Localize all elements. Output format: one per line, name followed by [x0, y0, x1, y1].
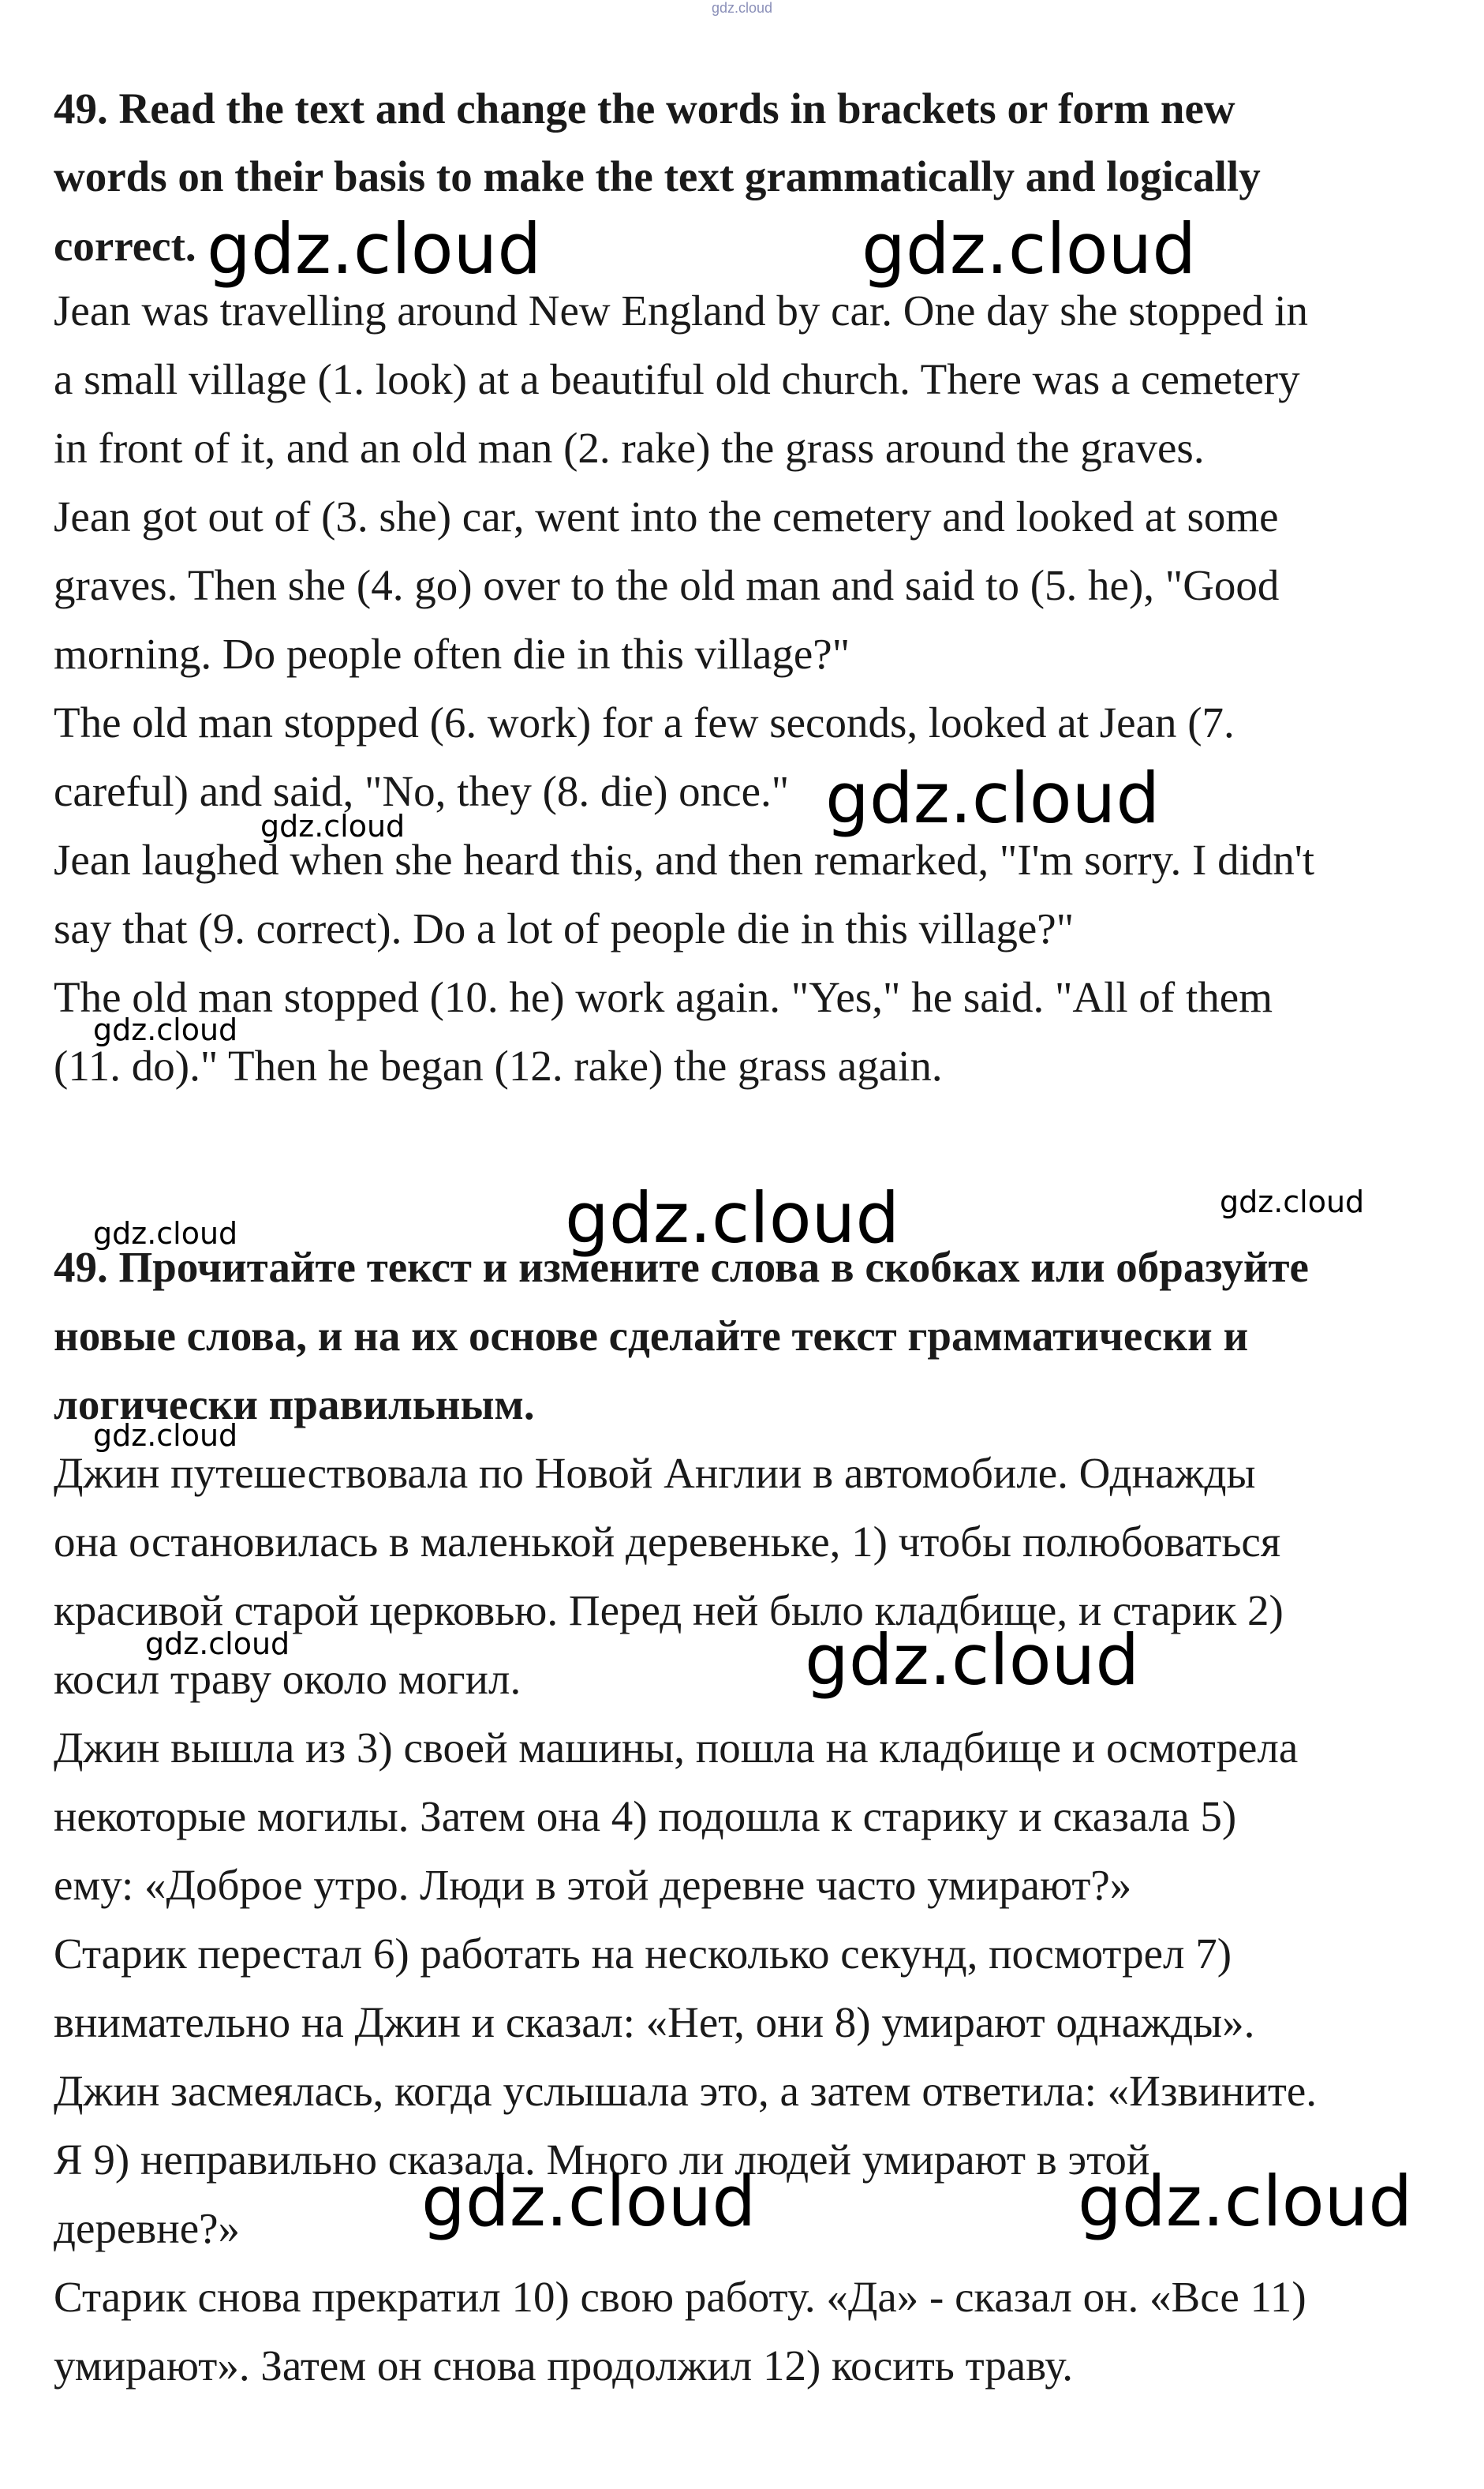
watermark-small: gdz.cloud	[93, 1012, 238, 1047]
english-text-line: Jean was travelling around New England by car. One day she stopped in	[54, 286, 1308, 335]
watermark-small: gdz.cloud	[93, 1418, 238, 1453]
russian-text-line: она остановилась в маленькой деревеньке, 1) чтобы полюбоваться	[54, 1518, 1281, 1566]
english-text-line: The old man stopped (10. he) work again. "Yes," he said. "All of them	[54, 973, 1273, 1021]
english-text-line: The old man stopped (6. work) for a few seconds, looked at Jean (7.	[54, 698, 1235, 747]
english-text-line: careful) and said, "No, they (8. die) once."	[54, 767, 790, 815]
russian-text-line: Старик перестал 6) работать на несколько секунд, посмотрел 7)	[54, 1929, 1232, 1978]
russian-text-line: внимательно на Джин и сказал: «Нет, они 8) умирают однажды».	[54, 1998, 1255, 2046]
watermark-small: gdz.cloud	[260, 809, 406, 844]
russian-text-line: умирают». Затем он снова продолжил 12) косить траву.	[54, 2341, 1074, 2390]
watermark: gdz.cloud	[805, 1619, 1140, 1701]
english-text-line: in front of it, and an old man (2. rake) the grass around the graves.	[54, 424, 1205, 472]
english-task-line-3: correct.	[54, 222, 196, 270]
russian-task-line-3: логически правильным.	[54, 1380, 535, 1428]
watermark-small: gdz.cloud	[93, 1216, 238, 1251]
russian-text-line: Старик снова прекратил 10) свою работу. «Да» - сказал он. «Все 11)	[54, 2273, 1306, 2321]
russian-text-line: Джин путешествовала по Новой Англии в автомобиле. Однажды	[54, 1449, 1256, 1497]
english-text-line: say that (9. correct). Do a lot of people die in this village?"	[54, 904, 1075, 953]
english-task-line-2: words on their basis to make the text grammatically and logically	[54, 152, 1261, 200]
russian-text-line: Джин вышла из 3) своей машины, пошла на кладбище и осмотрела	[54, 1724, 1299, 1772]
english-text-line: (11. do)." Then he began (12. rake) the grass again.	[54, 1042, 943, 1090]
watermark: gdz.cloud	[565, 1177, 900, 1259]
russian-text-line: некоторые могилы. Затем она 4) подошла к старику и сказала 5)	[54, 1792, 1237, 1840]
watermark: gdz.cloud	[207, 208, 542, 290]
english-text-line: a small village (1. look) at a beautiful old church. There was a cemetery	[54, 355, 1300, 403]
english-task-line-1: 49. Read the text and change the words in brackets or form new	[54, 84, 1235, 133]
russian-task-line-2: новые слова, и на их основе сделайте текст грамматически и	[54, 1312, 1249, 1360]
english-text-line: graves. Then she (4. go) over to the old man and said to (5. he), "Good	[54, 561, 1280, 609]
english-text-line: Jean got out of (3. she) car, went into the cemetery and looked at some	[54, 492, 1279, 541]
russian-text-line: ему: «Доброе утро. Люди в этой деревне часто умирают?»	[54, 1861, 1132, 1909]
watermark: gdz.cloud	[1078, 2161, 1413, 2242]
russian-text-line: деревне?»	[54, 2204, 241, 2252]
russian-text-line: Джин засмеялась, когда услышала это, а затем ответила: «Извините.	[54, 2067, 1318, 2115]
watermark: gdz.cloud	[862, 208, 1197, 290]
russian-text-line: красивой старой церковью. Перед ней было кладбище, и старик 2)	[54, 1586, 1284, 1634]
russian-text-line: Я 9) неправильно сказала. Много ли людей умирают в этой	[54, 2135, 1150, 2184]
russian-task-line-1: 49. Прочитайте текст и измените слова в скобках или образуйте	[54, 1243, 1309, 1291]
russian-text-line: косил траву около могил.	[54, 1655, 521, 1703]
watermark-small: gdz.cloud	[1220, 1185, 1365, 1219]
site-header-mark: gdz.cloud	[712, 0, 773, 16]
english-text-line: Jean laughed when she heard this, and then remarked, "I'm sorry. I didn't	[54, 836, 1315, 884]
english-text-line: morning. Do people often die in this village?"	[54, 630, 850, 678]
watermark: gdz.cloud	[421, 2161, 757, 2242]
watermark: gdz.cloud	[825, 758, 1161, 839]
watermark-small: gdz.cloud	[145, 1626, 290, 1661]
